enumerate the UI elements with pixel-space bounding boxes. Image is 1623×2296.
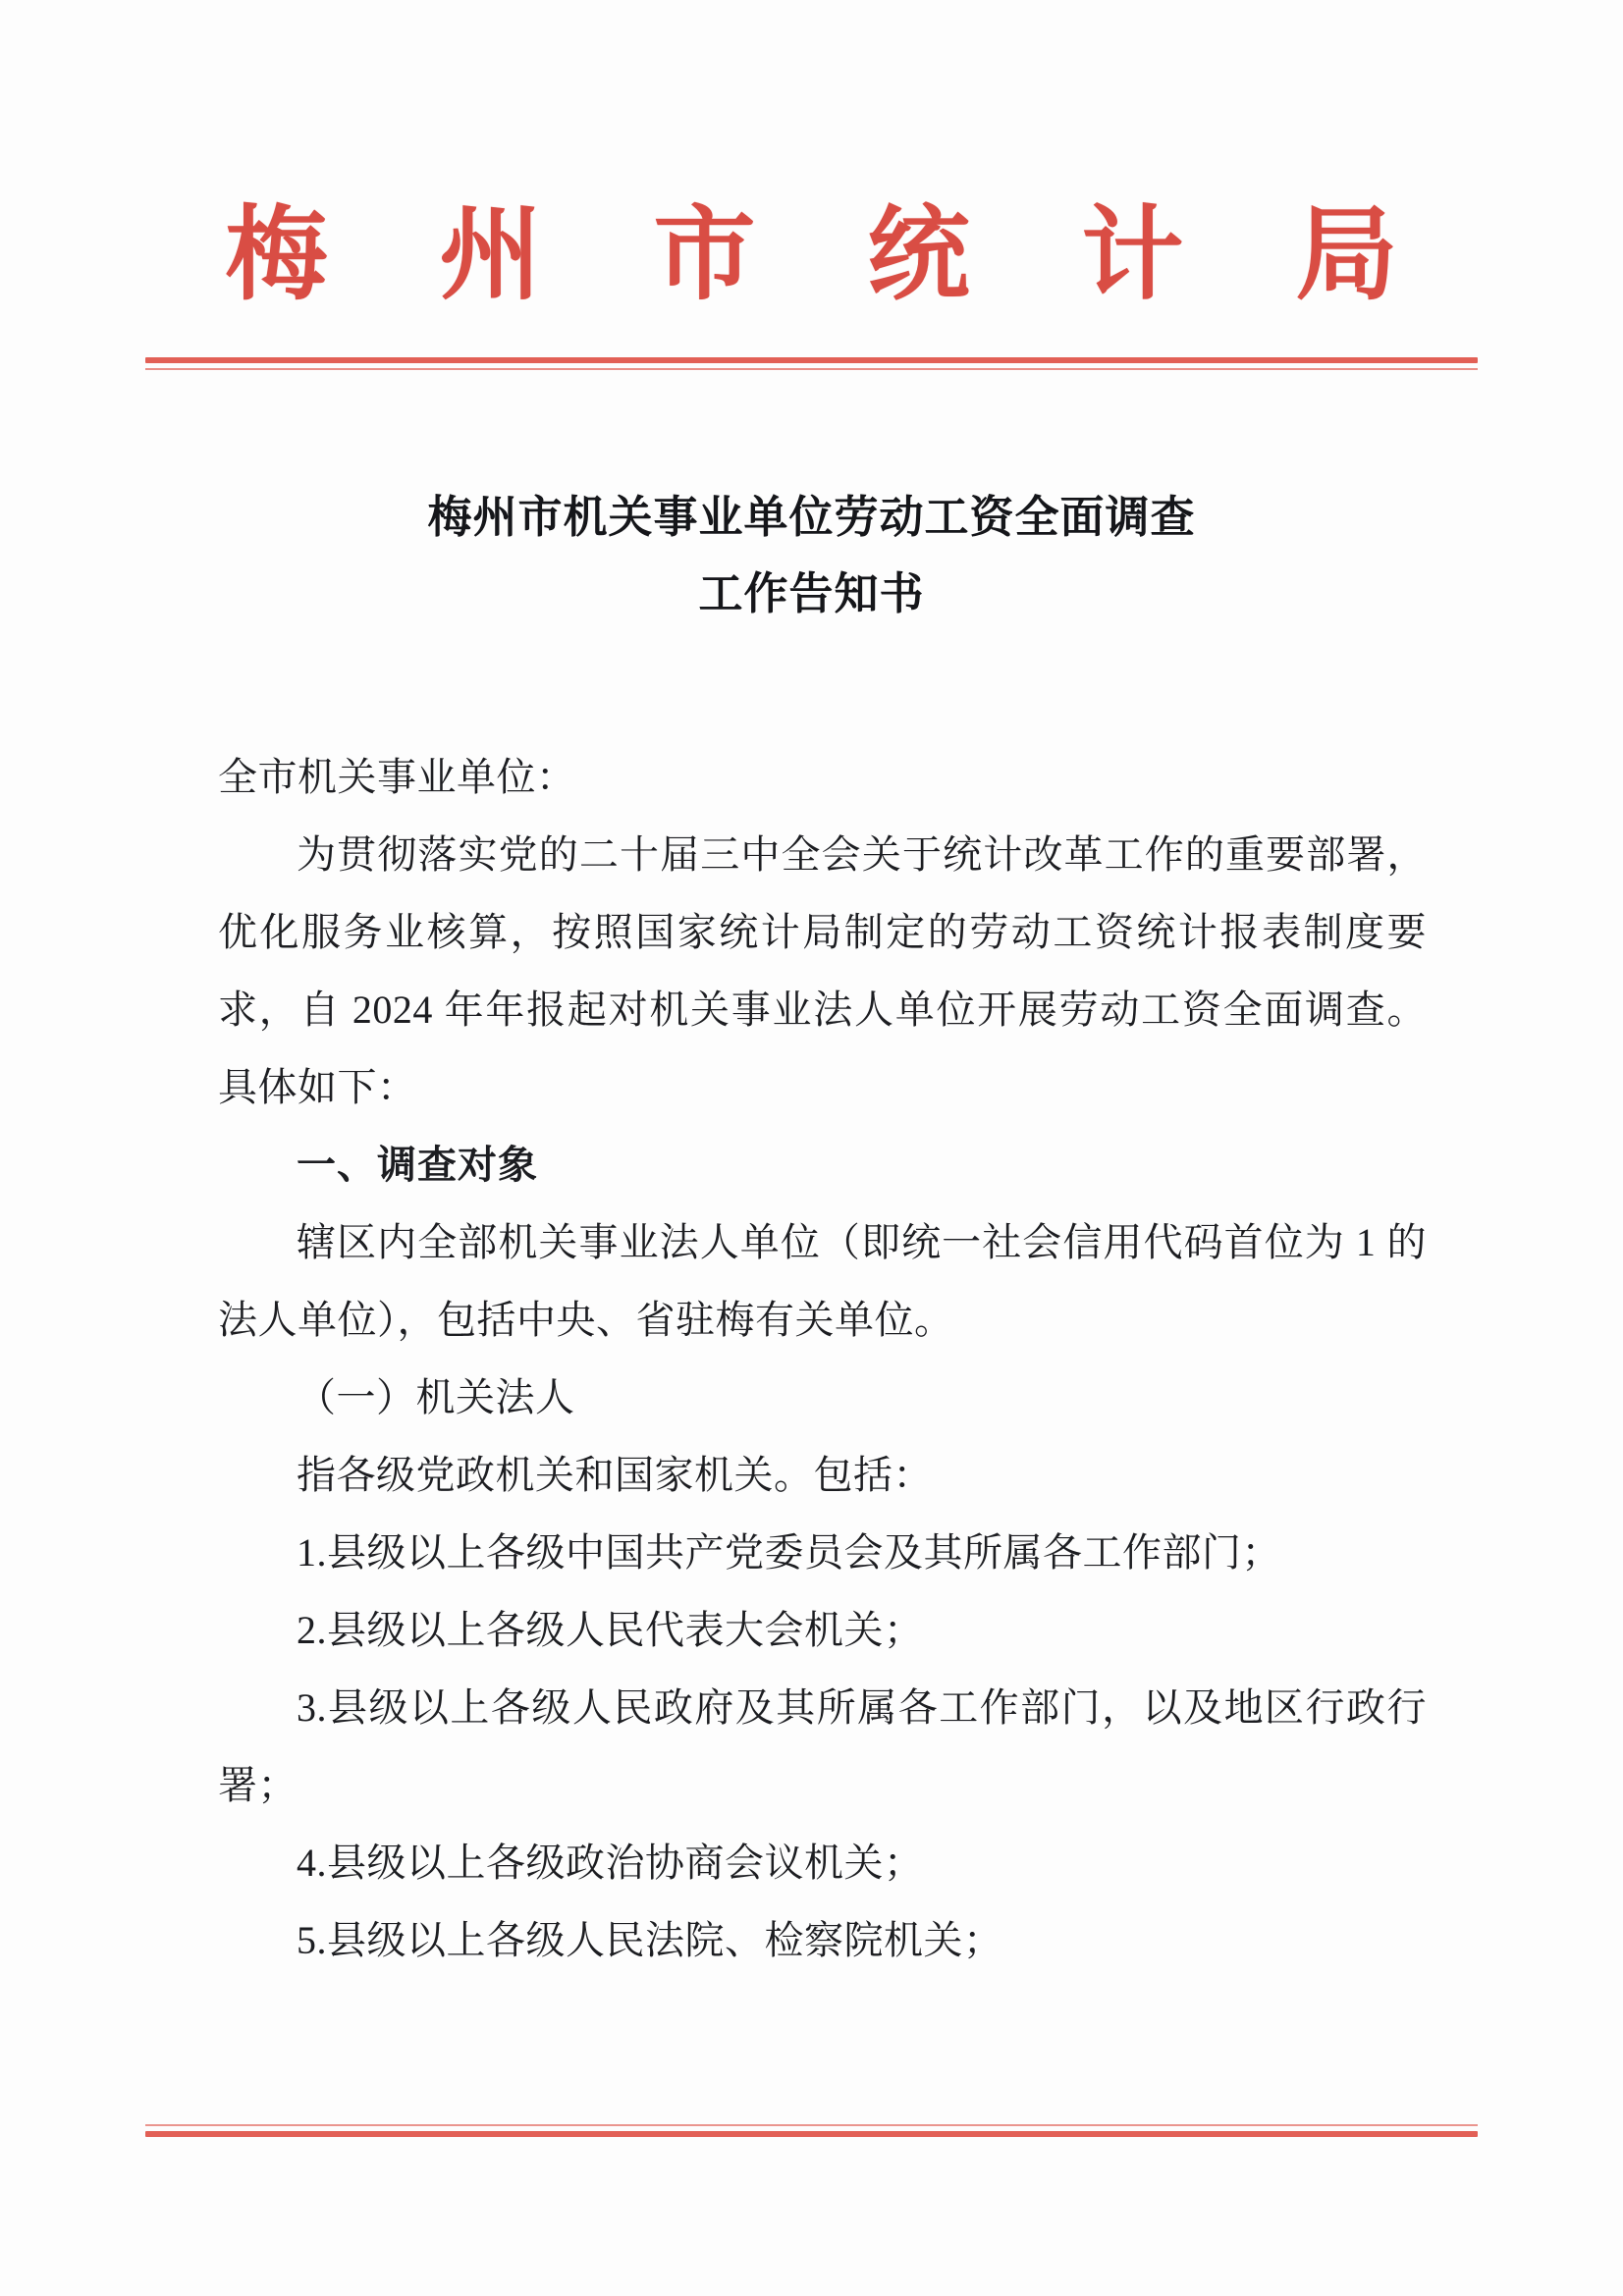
document-title: [206, 479, 1417, 632]
header-divider-thick-line: [145, 357, 1478, 363]
footer-divider: [145, 2124, 1478, 2137]
list-item: 3.县级以上各级人民政府及其所属各工作部门，以及地区行政行署；: [218, 1685, 1427, 1807]
header-divider: [145, 357, 1478, 370]
section-1-paragraph: 辖区内全部机关事业法人单位（即统一社会信用代码首位为 1 的法人单位），包括中央、省驻梅有关单位。: [218, 1220, 1427, 1342]
subsection-lead-in: 指各级党政机关和国家机关。包括：: [297, 1453, 933, 1497]
list-item: 2.县级以上各级人民代表大会机关；: [297, 1608, 924, 1652]
section-heading-survey-subjects: 一、调查对象: [297, 1143, 538, 1187]
intro-paragraph: 为贯彻落实党的二十届三中全会关于统计改革工作的重要部署，优化服务业核算，按照国家统计局制定的劳动工资统计报表制度要求，自 2024 年年报起对机关事业法人单位开展劳动工资全面调查。具体如下：: [218, 832, 1427, 1109]
salutation: 全市机关事业单位：: [218, 755, 576, 799]
header-divider-thin-line: [145, 368, 1478, 370]
document-title-line-2: 工作告知书: [698, 569, 925, 618]
letterhead: [0, 192, 1623, 340]
footer-divider-thick-line: [145, 2131, 1478, 2137]
footer-divider-thin-line: [145, 2124, 1478, 2126]
list-item: 1.县级以上各级中国共产党委员会及其所属各工作部门；: [297, 1530, 1281, 1575]
document-title-line-1: 梅州市机关事业单位劳动工资全面调查: [427, 493, 1196, 542]
letterhead-organization-name: 梅 州 市 统 计 局: [225, 199, 1441, 312]
list-item: 4.县级以上各级政治协商会议机关；: [297, 1841, 924, 1885]
subsection-heading-agency-legal-person: （一）机关法人: [297, 1375, 575, 1419]
document-body: [218, 738, 1427, 1979]
list-item: 5.县级以上各级人民法院、检察院机关；: [297, 1918, 1003, 1962]
